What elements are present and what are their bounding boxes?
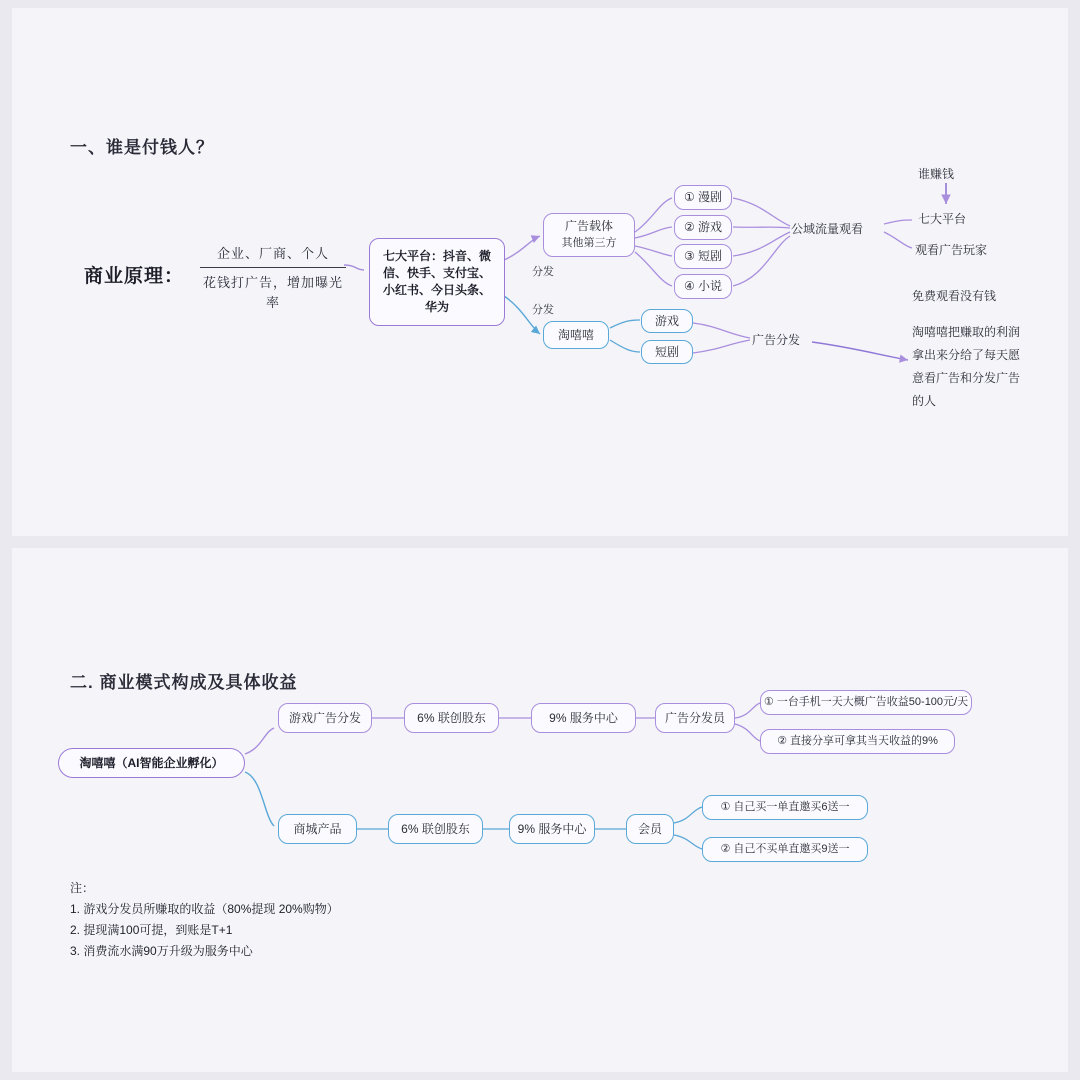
- section-two-panel: [12, 548, 1068, 1072]
- node-content-shortdrama[interactable]: ③ 短剧: [674, 244, 732, 269]
- section-two-title: 二. 商业模式构成及具体收益: [70, 673, 298, 692]
- label-public-domain-views: 公域流量观看: [791, 222, 864, 236]
- section-one-panel: [12, 8, 1068, 536]
- note-item-2: 2. 提现满100可提，到账是T+1: [70, 923, 233, 937]
- edge-label-distribute-2: 分发: [532, 304, 554, 316]
- node-row2-service-center[interactable]: 9% 服务中心: [509, 814, 595, 844]
- node-row2-cofounder[interactable]: 6% 联创股东: [388, 814, 483, 844]
- node-content-manju[interactable]: ① 漫剧: [674, 185, 732, 210]
- label-ad-distribution: 广告分发: [752, 333, 801, 347]
- note-item-3: 3. 消费流水满90万升级为服务中心: [70, 944, 253, 958]
- section-one-title: 一、谁是付钱人？: [70, 138, 214, 157]
- section-two-connectors: [12, 548, 1068, 1072]
- fraction-bar: [200, 267, 346, 268]
- node-seven-platforms[interactable]: 七大平台：抖音、微信、快手、支付宝、小红书、今日头条、华为: [369, 238, 505, 326]
- node-row2-leaf-no-buy[interactable]: ② 自己不买单直邀买9送一: [702, 837, 868, 862]
- node-mall-product[interactable]: 商城产品: [278, 814, 357, 844]
- node-row1-service-center[interactable]: 9% 服务中心: [531, 703, 636, 733]
- node-taoxixi-shortdrama[interactable]: 短剧: [641, 340, 693, 364]
- paragraph-profit-sharing: 淘嘻嘻把赚取的利润拿出来分给了每天愿意看广告和分发广告的人: [912, 325, 1021, 408]
- node-taoxixi[interactable]: 淘嘻嘻: [543, 321, 609, 349]
- edge-label-distribute-1: 分发: [532, 266, 554, 278]
- node-row2-leaf-buy-one[interactable]: ① 自己买一单直邀买6送一: [702, 795, 868, 820]
- node-taoxixi-game[interactable]: 游戏: [641, 309, 693, 333]
- label-who-earns: 谁赚钱: [918, 167, 955, 181]
- note-item-1: 1. 游戏分发员所赚取的收益（80%提现 20%购物）: [70, 902, 339, 916]
- node-ad-carrier[interactable]: [543, 213, 635, 257]
- node-member[interactable]: 会员: [626, 814, 674, 844]
- node-content-novel[interactable]: ④ 小说: [674, 274, 732, 299]
- node-ad-carrier-sub: 其他第三方: [561, 237, 617, 249]
- label-seven-platforms-earn: 七大平台: [918, 212, 967, 226]
- node-content-game[interactable]: ② 游戏: [674, 215, 732, 240]
- business-principle-fraction: [200, 244, 346, 313]
- notes-title: 注：: [70, 881, 95, 895]
- node-ad-distributor[interactable]: 广告分发员: [655, 703, 735, 733]
- business-principle-label: 商业原理：: [84, 266, 185, 287]
- node-game-ad-distribution[interactable]: 游戏广告分发: [278, 703, 372, 733]
- notes-block: [70, 878, 339, 962]
- node-row1-cofounder[interactable]: 6% 联创股东: [404, 703, 499, 733]
- node-root-taoxixi[interactable]: 淘嘻嘻（AI智能企业孵化）: [58, 748, 245, 778]
- fraction-numerator: 企业、厂商、个人: [216, 246, 329, 261]
- label-free-watch-no-money: 免费观看没有钱: [912, 289, 997, 303]
- node-row1-leaf-daily-income[interactable]: ① 一台手机一天大概广告收益50-100元/天: [760, 690, 972, 715]
- node-ad-carrier-title: 广告载体: [564, 219, 613, 233]
- node-row1-leaf-share-bonus[interactable]: ② 直接分享可拿其当天收益的9%: [760, 729, 955, 754]
- fraction-denominator: 花钱打广告，增加曝光率: [202, 275, 343, 310]
- label-ad-watching-players: 观看广告玩家: [915, 243, 988, 257]
